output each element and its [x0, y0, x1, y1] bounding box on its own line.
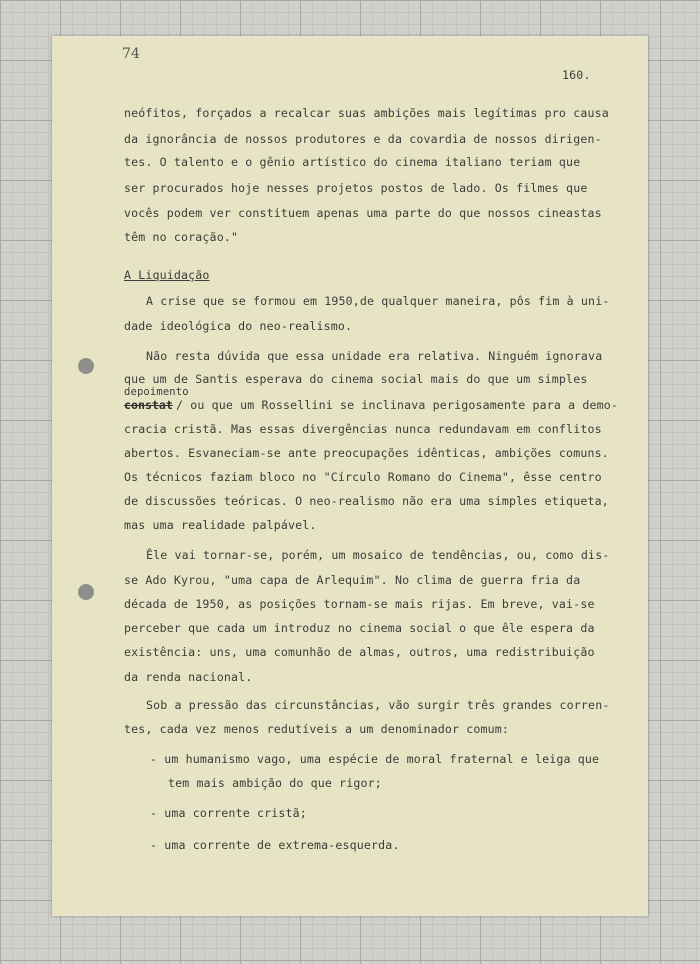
text-line: cracia cristã. Mas essas divergências nunca redundavam em conflitos — [124, 422, 602, 436]
text-line: vocês podem ver constituem apenas uma parte do que nossos cineastas — [124, 206, 602, 220]
struck-word: constat — [124, 398, 173, 412]
text-line: dade ideológica do neo-realismo. — [124, 319, 353, 333]
handwritten-page-number: 74 — [122, 46, 141, 62]
text-line: tes. O talento e o gênio artístico do cinema italiano teriam que — [124, 155, 581, 169]
typed-page-number: 160. — [562, 68, 591, 82]
text-line: da renda nacional. — [124, 670, 253, 684]
text-line: Não resta dúvida que essa unidade era relativa. Ninguém ignorava — [146, 349, 603, 363]
text-line: existência: uns, uma comunhão de almas, outros, uma redistribuição — [124, 645, 595, 659]
text-line: Êle vai tornar-se, porém, um mosaico de tendências, ou, como dis- — [146, 548, 610, 562]
section-heading: A Liquidação — [124, 268, 210, 282]
text-line: perceber que cada um introduz no cinema social o que êle espera da — [124, 621, 595, 635]
text-line: da ignorância de nossos produtores e da covardia de nossos dirigen- — [124, 132, 602, 146]
list-item-continuation: tem mais ambição do que rigor; — [168, 776, 382, 790]
text-line: tes, cada vez menos redutíveis a um denominador comum: — [124, 722, 510, 736]
text-line: década de 1950, as posições tornam-se mais rijas. Em breve, vai-se — [124, 597, 595, 611]
text-line: Os técnicos faziam bloco no "Círculo Romano do Cinema", êsse centro — [124, 470, 602, 484]
text-line: têm no coração." — [124, 230, 239, 244]
text-line: se Ado Kyrou, "uma capa de Arlequim". No clima de guerra fria da — [124, 573, 581, 587]
text-line: neófitos, forçados a recalcar suas ambições mais legítimas pro causa — [124, 106, 609, 120]
punch-hole-bottom — [78, 584, 94, 600]
text-line: / ou que um Rossellini se inclinava perigosamente para a demo- — [176, 398, 619, 412]
text-line: ser procurados hoje nesses projetos postos de lado. Os filmes que — [124, 181, 588, 195]
typed-page — [52, 36, 648, 916]
text-line: Sob a pressão das circunstâncias, vão surgir três grandes corren- — [146, 698, 610, 712]
text-line: mas uma realidade palpável. — [124, 518, 317, 532]
text-line: que um de Santis esperava do cinema social mais do que um simples — [124, 372, 588, 386]
text-line: A crise que se formou em 1950,de qualquer maneira, pôs fim à uni- — [146, 294, 610, 308]
text-line: de discussões teóricas. O neo-realismo não era uma simples etiqueta, — [124, 494, 609, 508]
text-line: abertos. Esvaneciam-se ante preocupações idênticas, ambições comuns. — [124, 446, 609, 460]
punch-hole-top — [78, 358, 94, 374]
list-item: - um humanismo vago, uma espécie de moral fraternal e leiga que — [150, 752, 600, 766]
inserted-word: depoimento — [124, 386, 189, 398]
list-item: - uma corrente cristã; — [150, 806, 307, 820]
list-item: - uma corrente de extrema-esquerda. — [150, 838, 400, 852]
